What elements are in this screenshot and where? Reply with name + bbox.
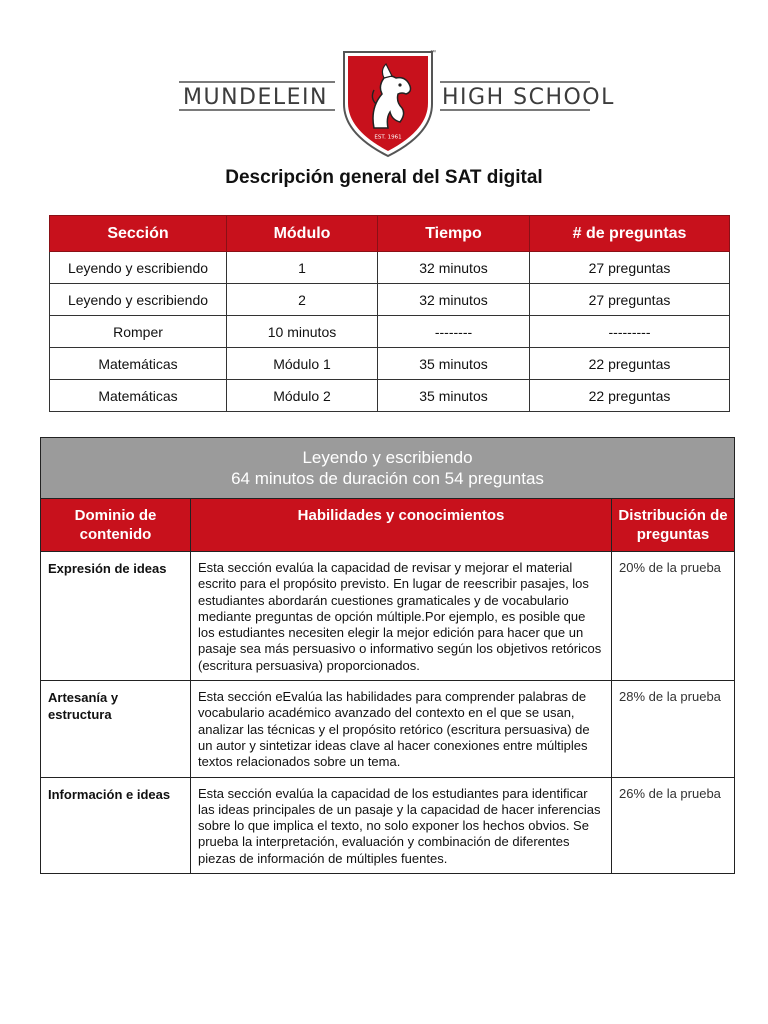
table-cell: Romper xyxy=(50,316,227,348)
table-cell: Leyendo y escribiendo xyxy=(50,252,227,284)
table-row xyxy=(50,380,730,412)
distribution-cell: 28% de la prueba xyxy=(612,681,735,777)
trademark-mark: ™ xyxy=(430,50,436,56)
mustang-shield-icon xyxy=(340,48,436,158)
column-header-distribution: Distribución de preguntas xyxy=(612,499,735,552)
domain-cell: Expresión de ideas xyxy=(41,552,191,681)
table-cell: 32 minutos xyxy=(378,252,530,284)
table-cell: 22 preguntas xyxy=(530,380,730,412)
table-cell: 27 preguntas xyxy=(530,252,730,284)
logo-est-text: EST. 1961 xyxy=(374,134,402,141)
table-cell: 22 preguntas xyxy=(530,348,730,380)
table-cell: -------- xyxy=(378,316,530,348)
column-header-skills: Habilidades y conocimientos xyxy=(191,499,612,552)
column-header: Sección xyxy=(50,216,227,252)
section-band-row xyxy=(41,438,735,499)
description-cell: Esta sección eEvalúa las habilidades para comprender palabras de vocabulario académico avanzado del contexto en el que se usan, analizar las técnicas y el propósito retórico (escritura persuasiva) de un autor y sintetizar ideas clave al hacer conexiones entre múltiples textos relacionados sobre un tema. xyxy=(191,681,612,777)
table-cell: 10 minutos xyxy=(227,316,378,348)
table-row xyxy=(41,552,735,681)
table-header-row xyxy=(41,499,735,552)
section-band-subtitle: 64 minutos de duración con 54 preguntas xyxy=(231,469,544,488)
table-row xyxy=(50,316,730,348)
reading-writing-table xyxy=(40,437,735,874)
table-cell: 32 minutos xyxy=(378,284,530,316)
table-cell: Matemáticas xyxy=(50,380,227,412)
table-row xyxy=(50,284,730,316)
column-header: Módulo xyxy=(227,216,378,252)
domain-cell: Artesanía y estructura xyxy=(41,681,191,777)
logo-rule-left-top xyxy=(179,81,335,83)
logo-rule-right-top xyxy=(440,81,590,83)
description-cell: Esta sección evalúa la capacidad de revisar y mejorar el material escrito para el propósito previsto. En lugar de reescribir pasajes, los estudiantes abordarán cuestiones gramaticales y de vocabulario mediante preguntas de opción múltiple.Por ejemplo, es posible que los estudiantes necesiten elegir la mejor edición para hacer que un pasaje sea más persuasivo o informativo según los objetivos retóricos (escritura persuasiva) proporcionados. xyxy=(191,552,612,681)
column-header-domain: Dominio de contenido xyxy=(41,499,191,552)
sat-overview-table xyxy=(49,215,730,412)
table-cell: 1 xyxy=(227,252,378,284)
table-cell: Leyendo y escribiendo xyxy=(50,284,227,316)
column-header: # de preguntas xyxy=(530,216,730,252)
section-band-title: Leyendo y escribiendo xyxy=(302,448,473,467)
logo-text-right: HIGH SCHOOL xyxy=(442,85,615,110)
distribution-cell: 20% de la prueba xyxy=(612,552,735,681)
table-cell: 27 preguntas xyxy=(530,284,730,316)
domain-cell: Información e ideas xyxy=(41,777,191,873)
table-cell: --------- xyxy=(530,316,730,348)
table-row xyxy=(50,348,730,380)
table-cell: Matemáticas xyxy=(50,348,227,380)
description-cell: Esta sección evalúa la capacidad de los estudiantes para identificar las ideas principales de un pasaje y la capacidad de hacer inferencias sobre lo que implica el texto, no solo exponer los hechos obvios. Se prueba la interpretación, evaluación y combinación de diferentes piezas de información de múltiples fuentes. xyxy=(191,777,612,873)
table-row xyxy=(41,681,735,777)
table-cell: Módulo 1 xyxy=(227,348,378,380)
section-band xyxy=(41,438,735,499)
table-cell: 35 minutos xyxy=(378,380,530,412)
table-row xyxy=(50,252,730,284)
table-cell: 2 xyxy=(227,284,378,316)
table-cell: Módulo 2 xyxy=(227,380,378,412)
table-header-row xyxy=(50,216,730,252)
table-cell: 35 minutos xyxy=(378,348,530,380)
table-row xyxy=(41,777,735,873)
distribution-cell: 26% de la prueba xyxy=(612,777,735,873)
school-logo-header xyxy=(0,48,768,158)
logo-text-left: MUNDELEIN xyxy=(183,85,328,110)
column-header: Tiempo xyxy=(378,216,530,252)
page-title: Descripción general del SAT digital xyxy=(225,167,543,188)
